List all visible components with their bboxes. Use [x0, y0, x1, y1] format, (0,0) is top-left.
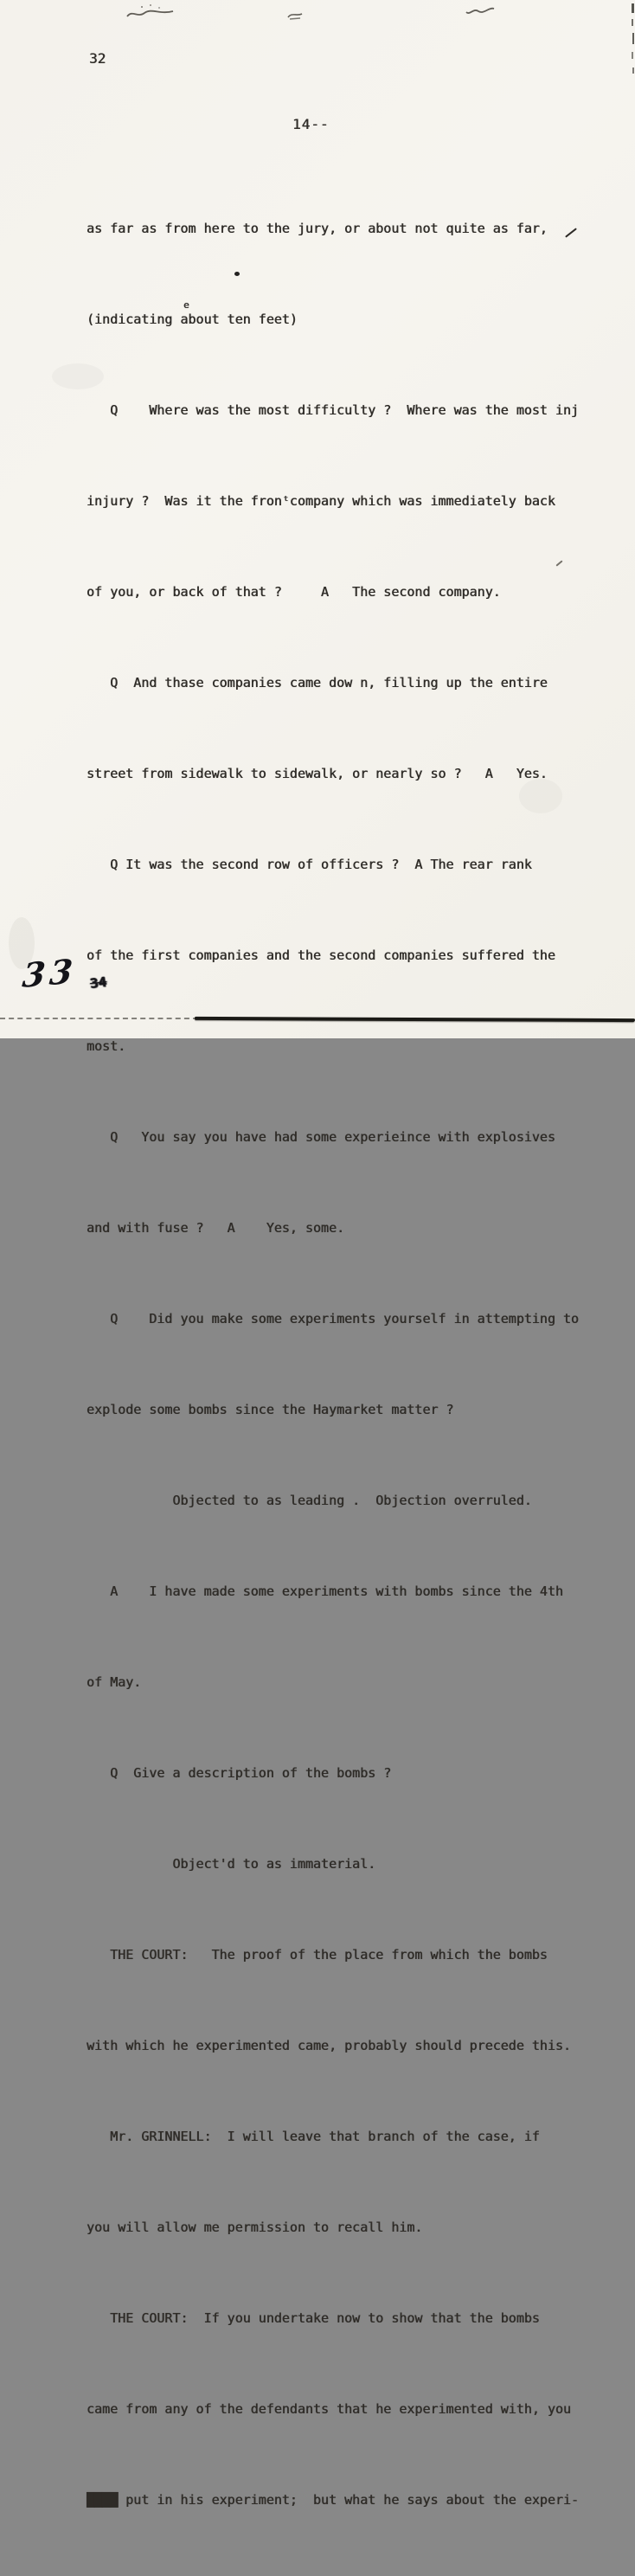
transcript-line: ████ put in his experiment; but what he says about the experi-: [87, 2492, 579, 2508]
ink-smudge-icon: [285, 9, 305, 22]
transcript-line: street from sidewalk to sidewalk, or nearly so ? A Yes.: [87, 766, 548, 781]
transcript-body: [87, 153, 606, 2576]
transcript-line: Q Where was the most difficulty ? Where was the most inj: [87, 402, 579, 418]
transcript-line: Object'd to as immaterial.: [87, 1856, 376, 1872]
scan-edge-mark: [632, 67, 634, 74]
transcript-line: you will allow me permission to recall him.: [87, 2219, 423, 2235]
transcript-line: injury ? Was it the fronᵗcompany which was immediately back: [87, 493, 555, 509]
transcript-line: with which he experimented came, probably should precede this.: [87, 2038, 571, 2053]
transcript-line: of the first companies and the second companies suffered the: [87, 948, 555, 963]
transcript-line: Mr. GRINNELL: I will leave that branch of the case, if: [87, 2129, 540, 2144]
transcript-line: Q And thase companies came dow n, filling up the entire: [87, 675, 548, 691]
scan-edge-mark: [632, 19, 633, 26]
ink-smudge-icon: [125, 3, 180, 22]
transcript-line: A I have made some experiments with bombs since the 4th: [87, 1584, 563, 1599]
transcript-line: of you, or back of that ? A The second company.: [87, 584, 501, 600]
transcript-line: THE COURT: The proof of the place from which the bombs: [87, 1947, 548, 1963]
transcript-line: THE COURT: If you undertake now to show that the bombs: [87, 2310, 540, 2326]
scan-edge-mark: [632, 3, 634, 13]
ink-dot: [234, 272, 240, 276]
handwritten-page-number: 33: [21, 950, 79, 996]
scan-edge-mark: [632, 33, 634, 44]
transcript-line: (indicating about ten feet): [87, 312, 298, 327]
transcript-line: Q It was the second row of officers ? A The rear rank: [87, 857, 532, 872]
transcript-line: and with fuse ? A Yes, some.: [87, 1220, 345, 1236]
transcript-line: explode some bombs since the Haymarket matter ?: [87, 1402, 454, 1417]
transcript-line: Q You say you have had some experieince with explosives: [87, 1129, 555, 1145]
scan-edge-mark: [632, 52, 633, 59]
inserted-letter-correction: e: [183, 299, 189, 311]
transcript-line: Objected to as leading . Objection overruled.: [87, 1493, 532, 1508]
transcript-line: Q Give a description of the bombs ?: [87, 1765, 392, 1781]
page-number: 32: [89, 50, 106, 67]
transcript-line: as far as from here to the jury, or about not quite as far,: [87, 221, 548, 236]
crossed-out-number: 34: [88, 973, 108, 992]
transcript-line: of May.: [87, 1674, 142, 1690]
ink-smudge-icon: [464, 2, 497, 17]
transcript-line: came from any of the defendants that he experimented with, you: [87, 2401, 571, 2417]
section-heading: 14--: [292, 116, 330, 132]
transcript-line: Q Did you make some experiments yourself in attempting to: [87, 1311, 579, 1327]
transcript-line: most.: [87, 1038, 126, 1054]
